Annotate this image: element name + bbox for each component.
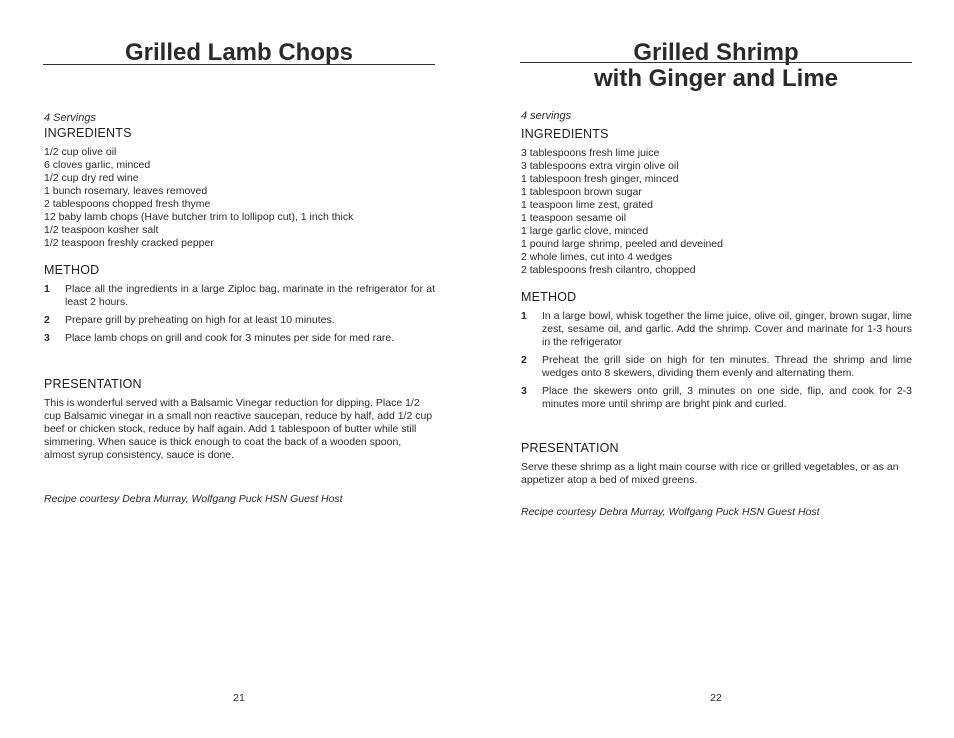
list-item: 1 tablespoon brown sugar — [521, 186, 642, 198]
step-text: Prepare grill by preheating on high for at least 10 minutes. — [65, 314, 335, 326]
presentation-section — [521, 442, 912, 487]
ingredients-heading: INGREDIENTS — [521, 127, 609, 141]
step-text: Place lamb chops on grill and cook for 3 minutes per side for med rare. — [65, 332, 395, 344]
credit-text: Recipe courtesy Debra Murray, Wolfgang Puck HSN Guest Host — [521, 506, 820, 518]
list-item: 2 tablespoons fresh cilantro, chopped — [521, 264, 696, 276]
list-item: 1/2 cup dry red wine — [44, 172, 139, 184]
method-steps — [44, 283, 435, 345]
method-heading: METHOD — [44, 263, 100, 277]
list-item: 1 tablespoon fresh ginger, minced — [521, 173, 679, 185]
presentation-heading: PRESENTATION — [521, 441, 619, 455]
ingredients-list — [44, 146, 435, 250]
ingredients-heading: INGREDIENTS — [44, 126, 132, 140]
list-item: 1 large garlic clove, minced — [521, 225, 649, 237]
method-heading: METHOD — [521, 290, 577, 304]
step-number: 1 — [44, 283, 50, 295]
list-item: 1/2 teaspoon kosher salt — [44, 224, 159, 236]
list-item: 12 baby lamb chops (Have butcher trim to lollipop cut), 1 inch thick — [44, 211, 354, 223]
credit-text: Recipe courtesy Debra Murray, Wolfgang Puck HSN Guest Host — [44, 493, 343, 505]
servings — [44, 112, 435, 125]
method-steps — [521, 310, 912, 411]
method-step — [521, 354, 912, 380]
step-number: 2 — [521, 354, 527, 366]
presentation-text: Serve these shrimp as a light main course with rice or grilled vegetables, or as an appetizer atop a bed of mixed greens. — [521, 461, 899, 486]
page-number: 21 — [233, 692, 245, 704]
list-item: 3 tablespoons extra virgin olive oil — [521, 160, 679, 172]
page-number: 22 — [710, 692, 722, 704]
step-text: In a large bowl, whisk together the lime juice, olive oil, ginger, brown sugar, lime zest, sesame oil, and garlic. Add the shrimp. Cover and marinate for 1-3 hours in the refrigerator — [542, 310, 912, 348]
recipe-title — [520, 40, 912, 92]
step-number: 1 — [521, 310, 527, 322]
step-text: Place all the ingredients in a large Ziploc bag, marinate in the refrigerator for at least 2 hours. — [65, 283, 435, 308]
list-item: 3 tablespoons fresh lime juice — [521, 147, 660, 159]
servings — [521, 110, 912, 123]
recipe-credit — [44, 493, 435, 506]
list-item: 6 cloves garlic, minced — [44, 159, 151, 171]
step-number: 2 — [44, 314, 50, 326]
recipe-title: Grilled Lamb Chops — [43, 40, 435, 65]
title-line-1: Grilled Shrimp — [633, 39, 799, 66]
page-right — [520, 0, 912, 738]
title-divider — [520, 62, 912, 63]
method-section — [521, 291, 912, 416]
method-step — [521, 310, 912, 349]
list-item: 1 bunch rosemary, leaves removed — [44, 185, 208, 197]
list-item: 1/2 teaspoon freshly cracked pepper — [44, 237, 214, 249]
recipe-credit — [521, 506, 912, 519]
step-text: Place the skewers onto grill, 3 minutes on one side, flip, and cook for 2-3 minutes more until shrimp are bright pink and curled. — [542, 385, 912, 410]
method-section — [44, 264, 435, 350]
list-item: 1 teaspoon sesame oil — [521, 212, 627, 224]
ingredients-list — [521, 147, 912, 277]
method-step — [44, 283, 435, 309]
presentation-section — [44, 378, 435, 462]
method-step — [44, 332, 435, 345]
step-text: Preheat the grill side on high for ten minutes. Thread the shrimp and lime wedges onto 8 skewers, dividing them evenly and alternating them. — [542, 354, 912, 379]
servings-text: 4 Servings — [44, 112, 96, 124]
list-item: 1 pound large shrimp, peeled and deveined — [521, 238, 723, 250]
method-step — [521, 385, 912, 411]
page-left — [43, 0, 435, 738]
list-item: 2 tablespoons chopped fresh thyme — [44, 198, 211, 210]
step-number: 3 — [521, 385, 527, 397]
step-number: 3 — [44, 332, 50, 344]
ingredients-section — [521, 128, 912, 277]
servings-text: 4 servings — [521, 110, 572, 122]
presentation-text: This is wonderful served with a Balsamic Vinegar reduction for dipping. Place 1/2 cup Balsamic vinegar in a small non reactive saucepan, reduce by half, add 1/2 cup beef or chicken stock, reduce by half again. Add 1 tablespoon of butter while still simmering. When sauce is thick enough to coat the back of a wooden spoon, almost syrup consistency, sauce is done. — [44, 397, 433, 461]
method-step — [44, 314, 435, 327]
title-line-2: with Ginger and Lime — [593, 65, 839, 92]
list-item: 1/2 cup olive oil — [44, 146, 117, 158]
presentation-heading: PRESENTATION — [44, 377, 142, 391]
list-item: 2 whole limes, cut into 4 wedges — [521, 251, 673, 263]
ingredients-section — [44, 127, 435, 250]
list-item: 1 teaspoon lime zest, grated — [521, 199, 653, 211]
